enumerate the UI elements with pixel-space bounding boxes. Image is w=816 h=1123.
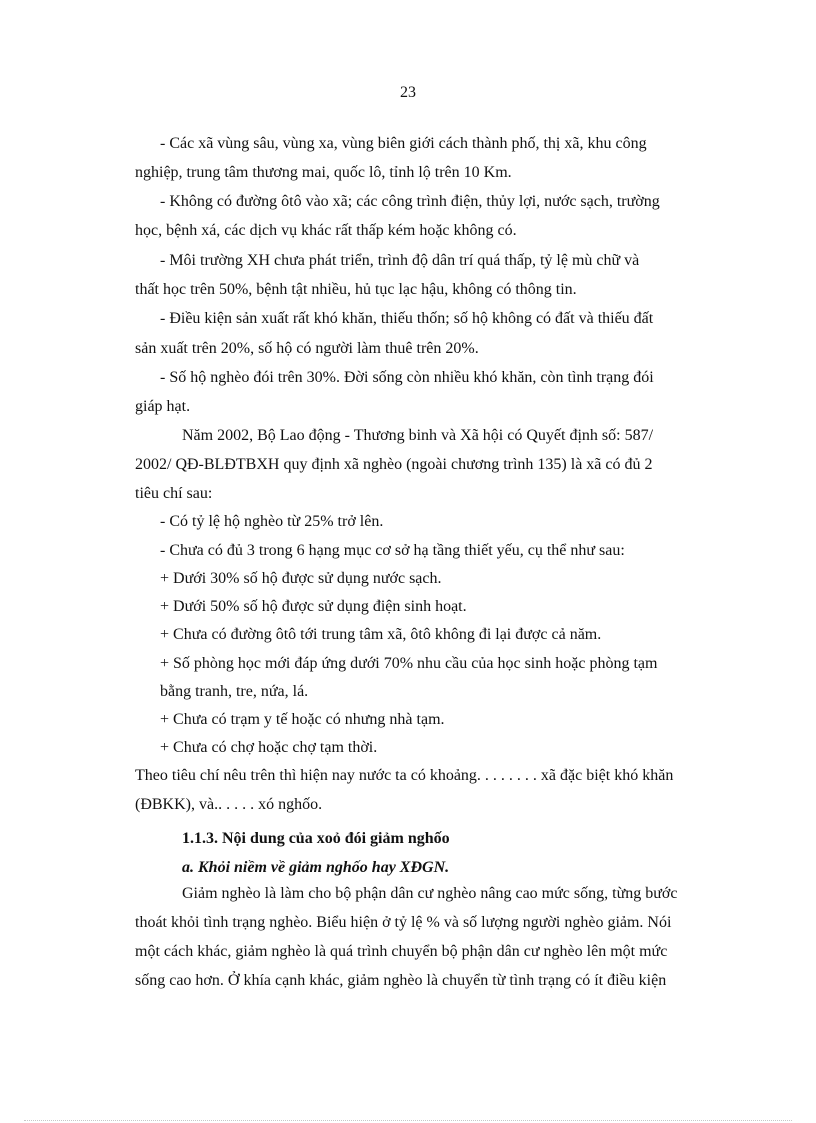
text-line: - Chưa có đủ 3 trong 6 hạng mục cơ sở hạ tầng thiết yếu, cụ thể như sau: bbox=[160, 542, 625, 559]
text-line: (ĐBKK), và.. . . . . xó nghốo. bbox=[135, 796, 323, 813]
text-line: + Dưới 30% số hộ được sử dụng nước sạch. bbox=[160, 570, 442, 587]
text-line: sản xuất trên 20%, số hộ có người làm thuê trên 20%. bbox=[135, 340, 479, 357]
text-line: Năm 2002, Bộ Lao động - Thương binh và Xã hội có Quyết định số: 587/ bbox=[182, 427, 654, 444]
text-line: - Số hộ nghèo đói trên 30%. Đời sống còn nhiều khó khăn, còn tình trạng đói bbox=[160, 369, 654, 386]
section-heading: 1.1.3. Nội dung của xoỏ đói giảm nghốo bbox=[182, 830, 450, 847]
text-line: một cách khác, giảm nghèo là quá trình chuyển bộ phận dân cư nghèo lên một mức bbox=[135, 943, 668, 960]
text-line: bằng tranh, tre, nứa, lá. bbox=[160, 683, 309, 700]
text-line: thoát khỏi tình trạng nghèo. Biểu hiện ở tỷ lệ % và số lượng người nghèo giảm. Nói bbox=[135, 914, 672, 931]
text-line: + Chưa có chợ hoặc chợ tạm thời. bbox=[160, 739, 378, 756]
text-line: thất học trên 50%, bệnh tật nhiều, hủ tục lạc hậu, không có thông tin. bbox=[135, 281, 577, 298]
text-line: 2002/ QĐ-BLĐTBXH quy định xã nghèo (ngoài chương trình 135) là xã có đủ 2 bbox=[135, 456, 653, 473]
text-line: học, bệnh xá, các dịch vụ khác rất thấp kém hoặc không có. bbox=[135, 222, 517, 239]
text-line: tiêu chí sau: bbox=[135, 485, 213, 502]
text-line: - Các xã vùng sâu, vùng xa, vùng biên giới cách thành phố, thị xã, khu công bbox=[160, 135, 647, 152]
text-line: sống cao hơn. Ở khía cạnh khác, giảm nghèo là chuyển từ tình trạng có ít điều kiện bbox=[135, 972, 667, 989]
text-line: + Chưa có đường ôtô tới trung tâm xã, ôtô không đi lại được cả năm. bbox=[160, 626, 602, 643]
text-line: + Dưới 50% số hộ được sử dụng điện sinh hoạt. bbox=[160, 598, 467, 615]
text-line: giáp hạt. bbox=[135, 398, 191, 415]
text-line: nghiệp, trung tâm thương mai, quốc lô, tỉnh lộ trên 10 Km. bbox=[135, 164, 512, 181]
text-line: + Chưa có trạm y tế hoặc có nhưng nhà tạm. bbox=[160, 711, 445, 728]
text-line: Theo tiêu chí nêu trên thì hiện nay nước ta có khoảng. . . . . . . . xã đặc biệt khó khăn bbox=[135, 767, 674, 784]
subsection-heading: a. Khỏi niềm về giảm nghốo hay XĐGN. bbox=[182, 859, 450, 876]
text-line: - Có tỷ lệ hộ nghèo từ 25% trở lên. bbox=[160, 513, 384, 530]
text-line: + Số phòng học mới đáp ứng dưới 70% nhu cầu của học sinh hoặc phòng tạm bbox=[160, 655, 658, 672]
page-number: 23 bbox=[400, 84, 416, 101]
text-line: - Môi trường XH chưa phát triển, trình độ dân trí quá thấp, tỷ lệ mù chữ và bbox=[160, 252, 640, 269]
text-line: - Điều kiện sản xuất rất khó khăn, thiếu thốn; số hộ không có đất và thiếu đất bbox=[160, 310, 654, 327]
text-line: - Không có đường ôtô vào xã; các công trình điện, thủy lợi, nước sạch, trường bbox=[160, 193, 660, 210]
footer-divider bbox=[24, 1120, 792, 1121]
text-line: Giảm nghèo là làm cho bộ phận dân cư nghèo nâng cao mức sống, từng bước bbox=[182, 885, 678, 902]
